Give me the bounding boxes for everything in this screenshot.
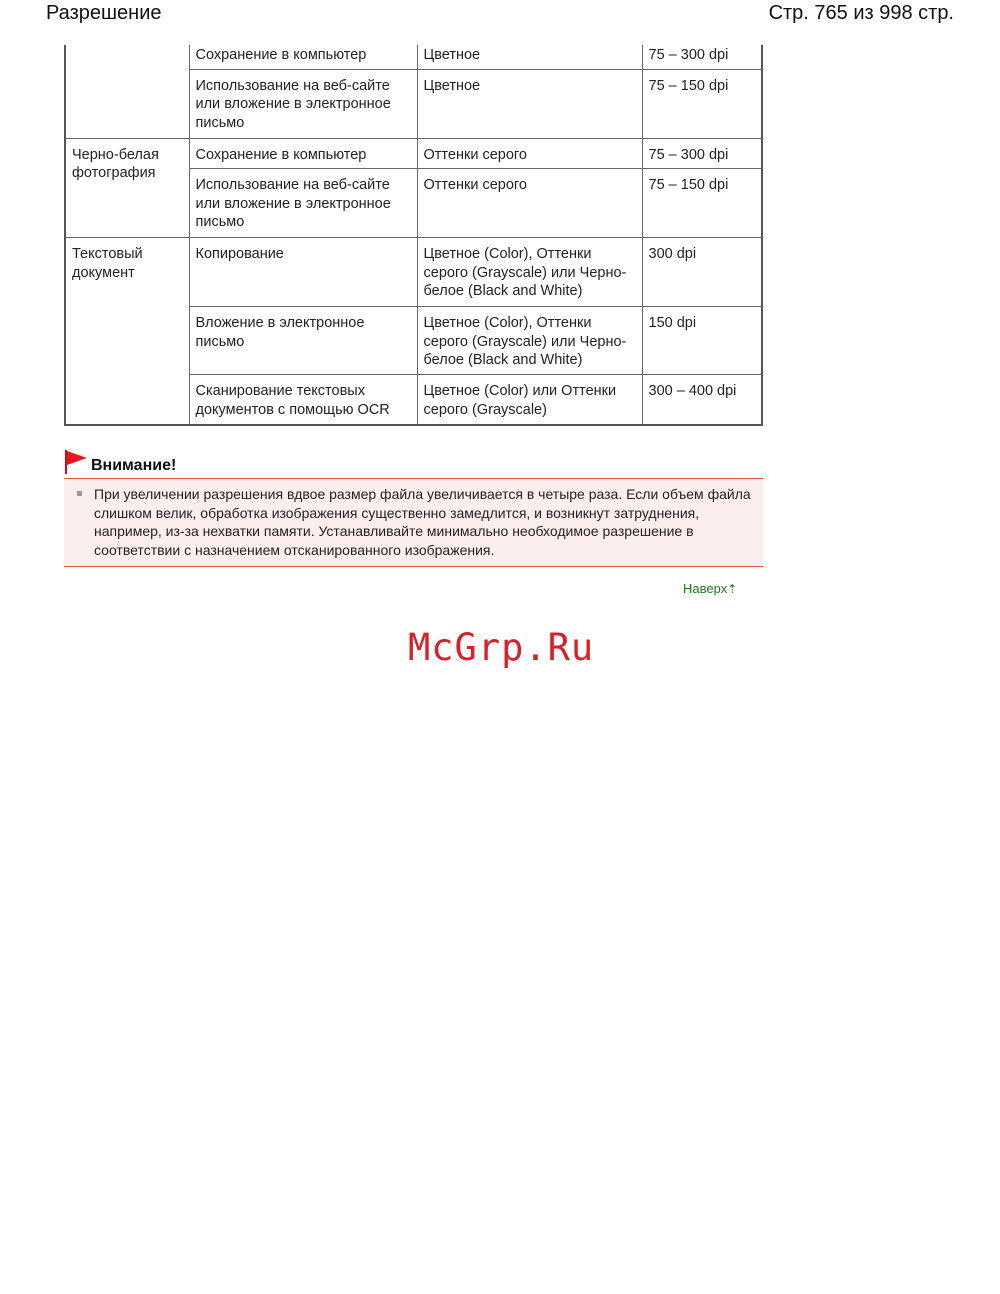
bullet-icon xyxy=(77,491,82,496)
watermark-logo: McGrp.Ru xyxy=(408,626,595,669)
caution-header xyxy=(64,450,763,478)
resolution-table xyxy=(64,45,763,426)
table-cell-mode: Цветное xyxy=(417,45,642,69)
table-cell-use: Сканирование текстовых документов с помощью OCR xyxy=(189,375,417,425)
table-cell-resolution: 75 – 150 dpi xyxy=(642,69,762,138)
table-row xyxy=(65,138,762,169)
table-row xyxy=(65,45,762,69)
back-to-top-label[interactable]: Наверх xyxy=(683,581,728,596)
caution-box xyxy=(64,478,763,567)
table-cell-resolution: 300 dpi xyxy=(642,238,762,307)
table-cell-use: Сохранение в компьютер xyxy=(189,45,417,69)
table-cell-use: Использование на веб-сайте или вложение в электронное письмо xyxy=(189,69,417,138)
table-cell-use: Сохранение в компьютер xyxy=(189,138,417,169)
table-cell-group: Текстовый документ xyxy=(65,238,189,425)
page-counter: Стр. 765 из 998 стр. xyxy=(768,2,954,24)
table-cell-mode: Цветное (Color), Оттенки серого (Grayscale) или Черно-белое (Black and White) xyxy=(417,307,642,375)
table-cell-resolution: 75 – 150 dpi xyxy=(642,169,762,238)
table-cell-mode: Цветное (Color) или Оттенки серого (Grayscale) xyxy=(417,375,642,425)
arrow-up-icon[interactable]: ⇡ xyxy=(727,582,738,596)
table-cell-use: Использование на веб-сайте или вложение в электронное письмо xyxy=(189,169,417,238)
flag-icon xyxy=(64,450,88,474)
back-to-top-link[interactable] xyxy=(683,581,737,596)
table-cell-mode: Оттенки серого xyxy=(417,138,642,169)
table-cell-mode: Цветное xyxy=(417,69,642,138)
table-cell-resolution: 150 dpi xyxy=(642,307,762,375)
caution-text: При увеличении разрешения вдвое размер файла увеличивается в четыре раза. Если объем файла слишком велик, обработка изображения существенно замедлится, и возникнут затруднения, например, из-за нехватки памяти. Устанавливайте минимально необходимое разрешение в соответствии с назначением отсканированного изображения. xyxy=(94,486,751,558)
table-cell-resolution: 75 – 300 dpi xyxy=(642,45,762,69)
table-row xyxy=(65,238,762,307)
page-title: Разрешение xyxy=(46,2,162,24)
table-cell-group xyxy=(65,45,189,138)
caution-notice xyxy=(64,450,763,567)
table-cell-mode: Оттенки серого xyxy=(417,169,642,238)
table-cell-group: Черно-белая фотография xyxy=(65,138,189,238)
table-cell-resolution: 75 – 300 dpi xyxy=(642,138,762,169)
table-cell-resolution: 300 – 400 dpi xyxy=(642,375,762,425)
table-cell-use: Вложение в электронное письмо xyxy=(189,307,417,375)
table-cell-use: Копирование xyxy=(189,238,417,307)
caution-title: Внимание! xyxy=(91,457,177,474)
table-cell-mode: Цветное (Color), Оттенки серого (Grayscale) или Черно-белое (Black and White) xyxy=(417,238,642,307)
